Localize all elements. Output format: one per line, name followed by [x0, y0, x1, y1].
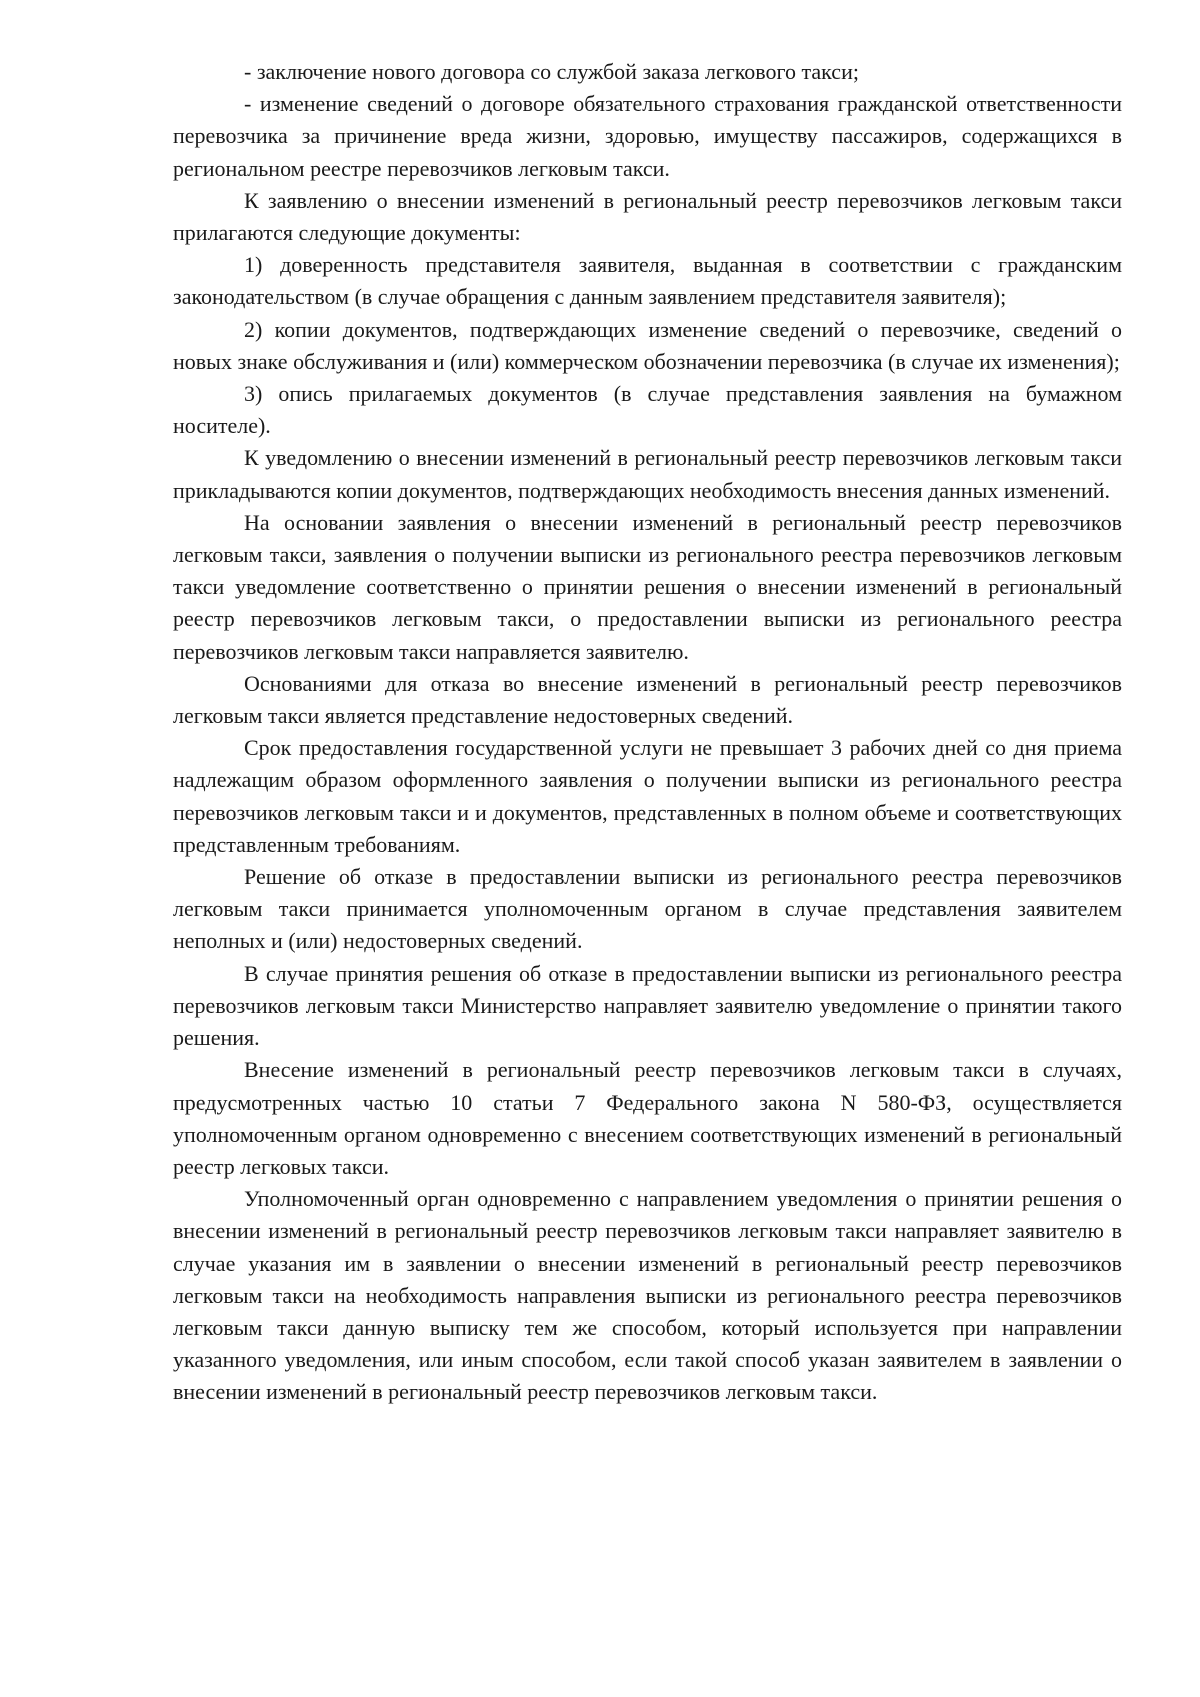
paragraph-refusal-notice: В случае принятия решения об отказе в предоставлении выписки из регионального реестра перевозчиков легковым такси Министерство направляет заявителю уведомление о принятии такого решения. [173, 960, 1122, 1051]
paragraph-attached-documents: К заявлению о внесении изменений в региональный реестр перевозчиков легковым такси прилагаются следующие документы: [173, 187, 1122, 246]
document-page [173, 56, 1122, 1409]
paragraph-refusal-grounds: Основаниями для отказа во внесение изменений в региональный реестр перевозчиков легковым такси является представление недостоверных сведений. [173, 670, 1122, 729]
paragraph-extract-delivery: Уполномоченный орган одновременно с направлением уведомления о принятии решения о внесении изменений в региональный реестр перевозчиков легковым такси направляет заявителю в случае указания им в заявлении о внесении изменений в региональный реестр перевозчиков легковым такси на необходимость направления выписки из регионального реестра перевозчиков легковым такси данную выписку тем же способом, который используется при направлении указанного уведомления, или иным способом, если такой способ указан заявителем в заявлении о внесении изменений в региональный реестр перевозчиков легковым такси. [173, 1186, 1122, 1405]
paragraph-notification-copies: К уведомлению о внесении изменений в региональный реестр перевозчиков легковым такси прикладываются копии документов, подтверждающих необходимость внесения данных изменений. [173, 445, 1122, 503]
paragraph-item-3: 3) опись прилагаемых документов (в случае представления заявления на бумажном носителе). [173, 381, 1122, 439]
paragraph-basis-notification: На основании заявления о внесении изменений в региональный реестр перевозчиков легковым такси, заявления о получении выписки из регионального реестра перевозчиков легковым такси уведомление соответственно о принятии решения о внесении изменений в региональный реестр перевозчиков легковым такси, о предоставлении выписки из регионального реестра перевозчиков легковым такси направляется заявителю. [173, 509, 1122, 664]
paragraph-item-1: 1) доверенность представителя заявителя, выданная в соответствии с гражданским законодательством (в случае обращения с данным заявлением представителя заявителя); [173, 252, 1122, 310]
paragraph-item-2: 2) копии документов, подтверждающих изменение сведений о перевозчике, сведений о новых знаке обслуживания и (или) коммерческом обозначении перевозчика (в случае их изменения); [173, 316, 1122, 374]
paragraph-refusal-decision: Решение об отказе в предоставлении выписки из регионального реестра перевозчиков легковым такси принимается уполномоченным органом в случае представления заявителем неполных и (или) недостоверных сведений. [173, 864, 1122, 954]
paragraph-changes-cases: Внесение изменений в региональный реестр перевозчиков легковым такси в случаях, предусмотренных частью 10 статьи 7 Федерального закона N 580-ФЗ, осуществляется уполномоченным органом одновременно с внесением соответствующих изменений в региональный реестр легковых такси. [173, 1057, 1122, 1179]
paragraph-insurance-change: - изменение сведений о договоре обязательного страхования гражданской ответственности перевозчика за причинение вреда жизни, здоровью, имуществу пассажиров, содержащихся в региональном реестре перевозчиков легковым такси. [173, 91, 1122, 181]
paragraph-new-contract: - заключение нового договора со службой заказа легкового такси; [244, 59, 859, 84]
paragraph-service-term: Срок предоставления государственной услуги не превышает 3 рабочих дней со дня приема надлежащим образом оформленного заявления о получении выписки из регионального реестра перевозчиков легковым такси и и документов, представленных в полном объеме и соответствующих представленным требованиям. [173, 735, 1122, 857]
